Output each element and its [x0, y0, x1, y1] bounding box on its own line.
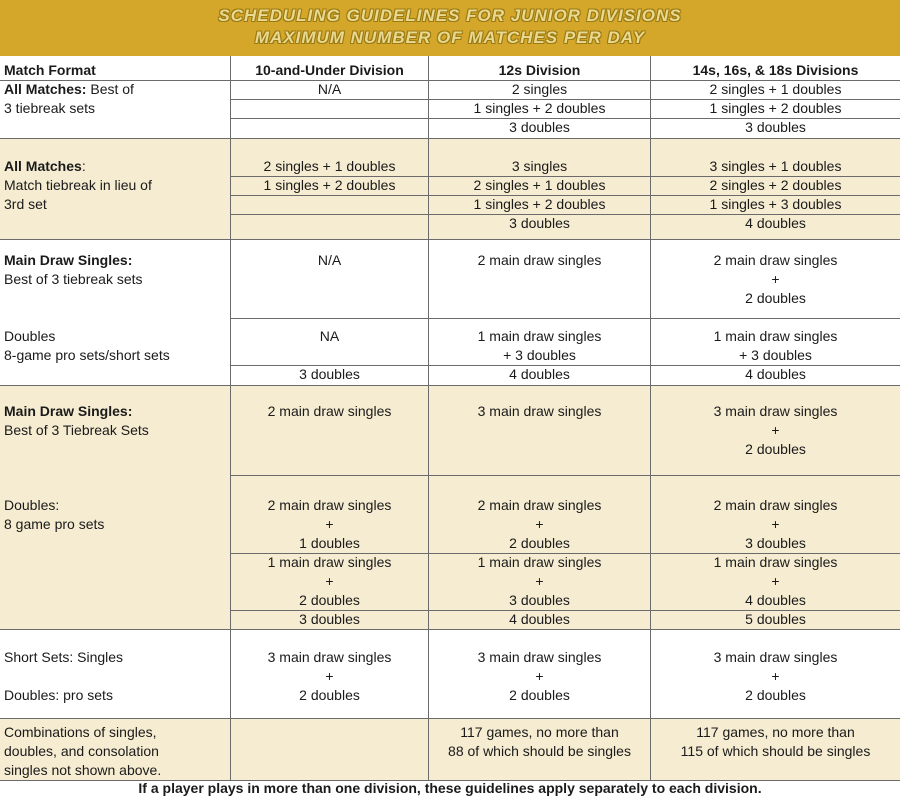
row-rule [0, 718, 900, 719]
table-title-banner [0, 0, 900, 56]
cell-older: 2 main draw singles + 2 doubles [713, 252, 838, 306]
header-12s: 12s Division [498, 62, 581, 78]
cell-12s: 2 main draw singles [477, 252, 602, 268]
title-line-2: MAXIMUM NUMBER OF MATCHES PER DAY [254, 28, 646, 47]
format-label [0, 80, 230, 118]
row-rule [0, 629, 900, 630]
cell-12s: 1 main draw singles + 3 doubles [477, 554, 602, 608]
cell-10-under: 2 singles + 1 doubles [263, 158, 396, 174]
format-label-text: Best of 3 Tiebreak Sets [4, 422, 149, 438]
cell-12s: 2 main draw singles + 2 doubles [477, 497, 602, 551]
cell-12s: 117 games, no more than 88 of which should be singles [448, 724, 631, 759]
format-label-bold: Main Draw Singles: [4, 252, 133, 268]
header-match-format: Match Format [4, 62, 96, 78]
cell-10-under: 1 main draw singles + 2 doubles [267, 554, 392, 608]
format-label-text: Best of 3 tiebreak sets [4, 81, 134, 116]
row-rule [0, 239, 900, 240]
cell-10-under: 1 singles + 2 doubles [263, 177, 396, 193]
format-label-bold: All Matches: [4, 81, 87, 97]
header-10-under: 10-and-Under Division [255, 62, 404, 78]
cell-10-under: 3 doubles [299, 366, 360, 382]
row-rule [0, 385, 900, 386]
cell-10-under: 2 main draw singles [267, 403, 392, 419]
cell-older: 3 singles + 1 doubles [709, 158, 842, 174]
format-label-bold: All Matches [4, 158, 82, 174]
cell-older: 3 doubles [745, 119, 806, 135]
cell-older: 2 main draw singles + 3 doubles [713, 497, 838, 551]
cell-12s: 4 doubles [509, 366, 570, 382]
cell-older: 5 doubles [745, 611, 806, 627]
format-label-text: : Match tiebreak in lieu of 3rd set [4, 158, 152, 212]
title-line-1: SCHEDULING GUIDELINES FOR JUNIOR DIVISIONS [218, 6, 682, 25]
format-label [0, 157, 230, 214]
cell-older: 3 main draw singles + 2 doubles [713, 649, 838, 703]
cell-12s: 3 doubles [509, 215, 570, 231]
cell-12s: 4 doubles [509, 611, 570, 627]
cell-older: 1 main draw singles + 3 doubles [713, 328, 838, 363]
cell-12s: 2 singles + 1 doubles [473, 177, 606, 193]
cell-10-under: N/A [317, 81, 342, 97]
header-14-16-18s: 14s, 16s, & 18s Divisions [692, 62, 859, 78]
cell-older: 4 doubles [745, 366, 806, 382]
cell-older: 1 main draw singles + 4 doubles [713, 554, 838, 608]
cell-older: 117 games, no more than 115 of which should be singles [680, 724, 871, 759]
cell-12s: 1 main draw singles + 3 doubles [477, 328, 602, 363]
format-label-bold: Main Draw Singles: [4, 403, 133, 419]
cell-10-under: 3 main draw singles + 2 doubles [267, 649, 392, 703]
format-label: Doubles 8-game pro sets/short sets [4, 328, 170, 363]
row-rule [0, 138, 900, 139]
format-label-text: Best of 3 tiebreak sets [4, 271, 143, 287]
cell-older: 2 singles + 2 doubles [709, 177, 842, 193]
cell-older: 3 main draw singles + 2 doubles [713, 403, 838, 457]
footnote: If a player plays in more than one division, these guidelines apply separately to each division. [138, 780, 762, 796]
cell-12s: 2 singles [511, 81, 568, 97]
cell-12s: 3 main draw singles [477, 403, 602, 419]
cell-10-under: N/A [317, 252, 342, 268]
cell-10-under: 2 main draw singles + 1 doubles [267, 497, 392, 551]
cell-older: 1 singles + 2 doubles [709, 100, 842, 116]
cell-10-under: NA [319, 328, 340, 344]
cell-older: 1 singles + 3 doubles [709, 196, 842, 212]
format-label [0, 251, 230, 289]
cell-12s: 1 singles + 2 doubles [473, 100, 606, 116]
format-label: Short Sets: Singles Doubles: pro sets [4, 649, 124, 703]
cell-12s: 3 main draw singles + 2 doubles [477, 649, 602, 703]
cell-12s: 3 doubles [509, 119, 570, 135]
cell-older: 4 doubles [745, 215, 806, 231]
row-rule [230, 318, 900, 319]
format-label: Combinations of singles, doubles, and consolation singles not shown above. [4, 724, 162, 778]
row-rule [230, 475, 900, 476]
cell-12s: 1 singles + 2 doubles [473, 196, 606, 212]
cell-older: 2 singles + 1 doubles [709, 81, 842, 97]
format-label: Doubles: 8 game pro sets [4, 497, 105, 532]
cell-12s: 3 singles [511, 158, 568, 174]
format-label [0, 402, 230, 440]
cell-10-under: 3 doubles [299, 611, 360, 627]
